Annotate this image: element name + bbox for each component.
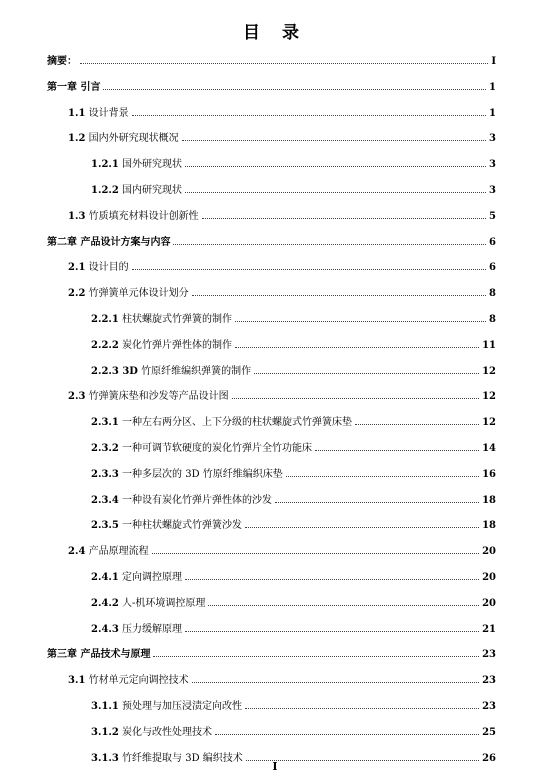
page-number-footer: I bbox=[272, 760, 278, 773]
toc-entry-text: 一种柱状螺旋式竹弹簧沙发 bbox=[122, 520, 243, 532]
toc-entry-page: 20 bbox=[482, 597, 496, 609]
toc-entry-text: 一种多层次的 3D 竹原纤维编织床垫 bbox=[122, 468, 283, 480]
dot-leader bbox=[152, 552, 479, 554]
toc-entry-label bbox=[47, 78, 100, 93]
dot-leader bbox=[185, 630, 479, 632]
dot-leader bbox=[192, 294, 486, 296]
toc-entry-page: 23 bbox=[482, 649, 496, 661]
dot-leader bbox=[232, 397, 479, 399]
toc-entry-number: 2.2.2 bbox=[91, 339, 119, 351]
toc-entry-page: 20 bbox=[482, 572, 496, 583]
dot-leader bbox=[355, 423, 479, 425]
toc-entry-text: 一种设有炭化竹弹片弹性体的沙发 bbox=[122, 494, 273, 506]
toc-entry-page: 25 bbox=[482, 726, 496, 738]
toc-entry-label bbox=[91, 723, 212, 738]
toc-entry-number: 2.2.1 bbox=[91, 314, 119, 325]
toc-entry-page: 18 bbox=[482, 494, 496, 506]
toc-entry[interactable] bbox=[91, 589, 496, 609]
toc-entry-page: 12 bbox=[482, 365, 496, 377]
toc-entry[interactable] bbox=[91, 150, 496, 170]
toc-entry[interactable] bbox=[68, 666, 496, 686]
toc-entry[interactable] bbox=[91, 460, 496, 480]
toc-entry-page: 3 bbox=[489, 159, 496, 171]
toc-entry-page: 23 bbox=[482, 701, 496, 712]
dot-leader bbox=[173, 243, 486, 245]
toc-entry-label bbox=[68, 104, 129, 119]
toc-entry[interactable] bbox=[47, 73, 496, 93]
toc-entry-label bbox=[91, 362, 251, 377]
toc-entry-text: 炭化与改性处理技术 bbox=[122, 726, 213, 738]
toc-entry-label bbox=[68, 387, 229, 402]
toc-entry-number: 2.3.5 bbox=[91, 520, 119, 532]
toc-entry[interactable] bbox=[68, 279, 496, 299]
toc-entry-number: 1.2.2 bbox=[91, 185, 119, 196]
toc-entry-text: 设计背景 bbox=[88, 107, 129, 119]
toc-entry-label bbox=[47, 233, 170, 248]
toc-entry[interactable] bbox=[91, 563, 496, 583]
toc-entry-label bbox=[68, 207, 199, 222]
toc-entry-label bbox=[68, 258, 129, 273]
dot-leader bbox=[153, 655, 479, 657]
toc-entry-text: 预处理与加压浸渍定向改性 bbox=[122, 701, 243, 712]
toc-entry-label bbox=[91, 594, 205, 609]
dot-leader bbox=[192, 681, 479, 683]
toc-entry[interactable] bbox=[68, 253, 496, 273]
dot-leader bbox=[185, 191, 486, 193]
toc-entry[interactable] bbox=[68, 124, 496, 144]
toc-entry-label bbox=[91, 465, 283, 480]
toc-entry[interactable] bbox=[91, 408, 496, 428]
toc-entry-page: 18 bbox=[482, 520, 496, 532]
toc-entry-text: 竹弹簧单元体设计划分 bbox=[88, 288, 189, 300]
dot-leader bbox=[235, 320, 486, 322]
toc-entry-number: 2.2.3 3D bbox=[91, 365, 138, 377]
toc-entry-number: 2.3.2 bbox=[91, 443, 119, 454]
toc-entry-page: 20 bbox=[482, 546, 496, 558]
dot-leader bbox=[245, 707, 479, 709]
toc-entry[interactable] bbox=[91, 176, 496, 196]
dot-leader bbox=[132, 114, 486, 116]
toc-entry-label bbox=[91, 491, 272, 506]
toc-entry-text: 竹原纤维编织弹簧的制作 bbox=[141, 365, 252, 377]
dot-leader bbox=[215, 733, 479, 735]
toc-entry-label bbox=[91, 155, 182, 170]
toc-entry-label bbox=[91, 620, 182, 635]
toc-entry-label bbox=[47, 52, 77, 67]
toc-entry[interactable] bbox=[68, 537, 496, 557]
toc-entry-page: I bbox=[491, 56, 496, 67]
toc-entry-text: 摘要： bbox=[47, 56, 77, 67]
toc-entry-text: 第二章 产品设计方案与内容 bbox=[47, 236, 171, 248]
toc-entry-page: 26 bbox=[482, 752, 496, 764]
toc-entry-text: 竹纤维提取与 3D 编织技术 bbox=[122, 752, 243, 764]
toc-entry[interactable] bbox=[91, 692, 496, 712]
dot-leader bbox=[286, 475, 479, 477]
toc-entry-text: 压力缓解原理 bbox=[122, 623, 183, 635]
dot-leader bbox=[103, 88, 486, 90]
toc-entry-label bbox=[91, 310, 232, 325]
dot-leader bbox=[185, 578, 479, 580]
toc-entry[interactable] bbox=[91, 718, 496, 738]
toc-entry[interactable] bbox=[47, 47, 496, 67]
toc-entry[interactable] bbox=[91, 511, 496, 531]
toc-entry-page: 16 bbox=[482, 468, 496, 480]
toc-entry[interactable] bbox=[91, 331, 496, 351]
toc-entry-label bbox=[68, 671, 189, 686]
toc-entry-number: 2.3.1 bbox=[91, 417, 119, 429]
toc-entry-label bbox=[91, 516, 242, 531]
toc-entry-label bbox=[91, 697, 242, 712]
dot-leader bbox=[185, 165, 486, 167]
toc-entry[interactable] bbox=[91, 615, 496, 635]
dot-leader bbox=[245, 526, 479, 528]
toc-entry-number: 2.4.1 bbox=[91, 572, 119, 583]
toc-entry-page: 3 bbox=[489, 133, 496, 145]
toc-entry-page: 1 bbox=[489, 107, 496, 119]
dot-leader bbox=[208, 604, 479, 606]
toc-entry-page: 8 bbox=[489, 288, 496, 300]
toc-entry[interactable] bbox=[68, 202, 496, 222]
toc-entry-page: 12 bbox=[482, 391, 496, 403]
dot-leader bbox=[235, 346, 479, 348]
toc-entry-page: 11 bbox=[482, 339, 496, 351]
toc-entry-label bbox=[47, 645, 150, 660]
toc-entry-page: 8 bbox=[489, 314, 496, 325]
dot-leader bbox=[275, 501, 479, 503]
toc-entry-text: 产品原理流程 bbox=[88, 546, 149, 558]
toc-entry-number: 1.1 bbox=[68, 107, 86, 119]
dot-leader bbox=[202, 217, 486, 219]
toc-entry-label bbox=[91, 181, 182, 196]
dot-leader bbox=[254, 372, 479, 374]
toc-entry-number: 2.2 bbox=[68, 288, 86, 300]
toc-entry-text: 炭化竹弹片弹性体的制作 bbox=[122, 339, 233, 351]
toc-entry-number: 2.1 bbox=[68, 262, 86, 274]
toc-entry-page: 6 bbox=[489, 236, 496, 248]
toc-entry-number: 3.1.2 bbox=[91, 726, 119, 738]
toc-entry-number: 3.1.3 bbox=[91, 752, 119, 764]
toc-entry-number: 1.2.1 bbox=[91, 159, 119, 171]
toc-entry-text: 定向调控原理 bbox=[122, 572, 183, 583]
toc-entry-page: 6 bbox=[489, 262, 496, 274]
toc-entry[interactable] bbox=[68, 99, 496, 119]
toc-entry-number: 3.1 bbox=[68, 675, 86, 687]
toc-entry-number: 2.4.3 bbox=[91, 623, 119, 635]
toc-entry-text: 竹弹簧床垫和沙发等产品设计图 bbox=[88, 391, 229, 403]
toc-entry-text: 一种可调节软硬度的炭化竹弹片全竹功能床 bbox=[122, 443, 313, 454]
toc-entry-number: 2.4 bbox=[68, 546, 86, 558]
toc-entry-text: 人-机环境调控原理 bbox=[122, 597, 206, 609]
toc-entry-label bbox=[91, 413, 352, 428]
toc-entry-label bbox=[91, 336, 232, 351]
toc-entry-page: 23 bbox=[482, 675, 496, 687]
toc-entry-label bbox=[91, 568, 182, 583]
toc-entry-number: 3.1.1 bbox=[91, 701, 119, 712]
toc-entry-number: 2.3.4 bbox=[91, 494, 119, 506]
toc-entry-text: 竹材单元定向调控技术 bbox=[88, 675, 189, 687]
toc-entry-page: 3 bbox=[489, 185, 496, 196]
toc-entry-text: 国内研究现状 bbox=[122, 185, 183, 196]
toc-entry-label bbox=[68, 129, 179, 144]
toc-entry-text: 国外研究现状 bbox=[122, 159, 183, 171]
toc-entry-number: 2.4.2 bbox=[91, 597, 119, 609]
toc-entry-label bbox=[68, 542, 149, 557]
dot-leader bbox=[315, 449, 479, 451]
toc-entry-text: 一种左右两分区、上下分级的柱状螺旋式竹弹簧床垫 bbox=[122, 417, 353, 429]
toc-entry-text: 第一章 引言 bbox=[47, 81, 101, 93]
toc-entry-page: 5 bbox=[489, 210, 496, 222]
dot-leader bbox=[132, 268, 486, 270]
toc-entry-number: 2.3 bbox=[68, 391, 86, 403]
toc-entry[interactable] bbox=[91, 486, 496, 506]
toc-entry-text: 柱状螺旋式竹弹簧的制作 bbox=[122, 314, 233, 325]
dot-leader bbox=[182, 139, 486, 141]
toc-entry-number: 1.3 bbox=[68, 210, 86, 222]
toc-entry-page: 1 bbox=[489, 81, 496, 93]
toc-entry[interactable] bbox=[68, 382, 496, 402]
toc-entry[interactable] bbox=[91, 305, 496, 325]
dot-leader bbox=[80, 62, 488, 64]
toc-entry[interactable] bbox=[91, 357, 496, 377]
page-title: 目 录 bbox=[243, 23, 307, 43]
toc-entry-number: 1.2 bbox=[68, 133, 86, 145]
toc-entry-text: 国内外研究现状概况 bbox=[88, 133, 179, 145]
toc-entry-page: 21 bbox=[482, 623, 496, 635]
toc-entry-text: 竹质填充材料设计创新性 bbox=[88, 210, 199, 222]
toc-entry-page: 14 bbox=[482, 443, 496, 454]
toc-entry-text: 设计目的 bbox=[88, 262, 129, 274]
toc-entry[interactable] bbox=[91, 434, 496, 454]
toc-entry-label bbox=[68, 284, 189, 299]
toc-entry[interactable] bbox=[47, 640, 496, 660]
toc-entry-label bbox=[91, 439, 312, 454]
toc-entry[interactable] bbox=[47, 228, 496, 248]
toc-entry-text: 第三章 产品技术与原理 bbox=[47, 649, 151, 661]
toc-entry-page: 12 bbox=[482, 417, 496, 429]
toc-entry-number: 2.3.3 bbox=[91, 468, 119, 480]
